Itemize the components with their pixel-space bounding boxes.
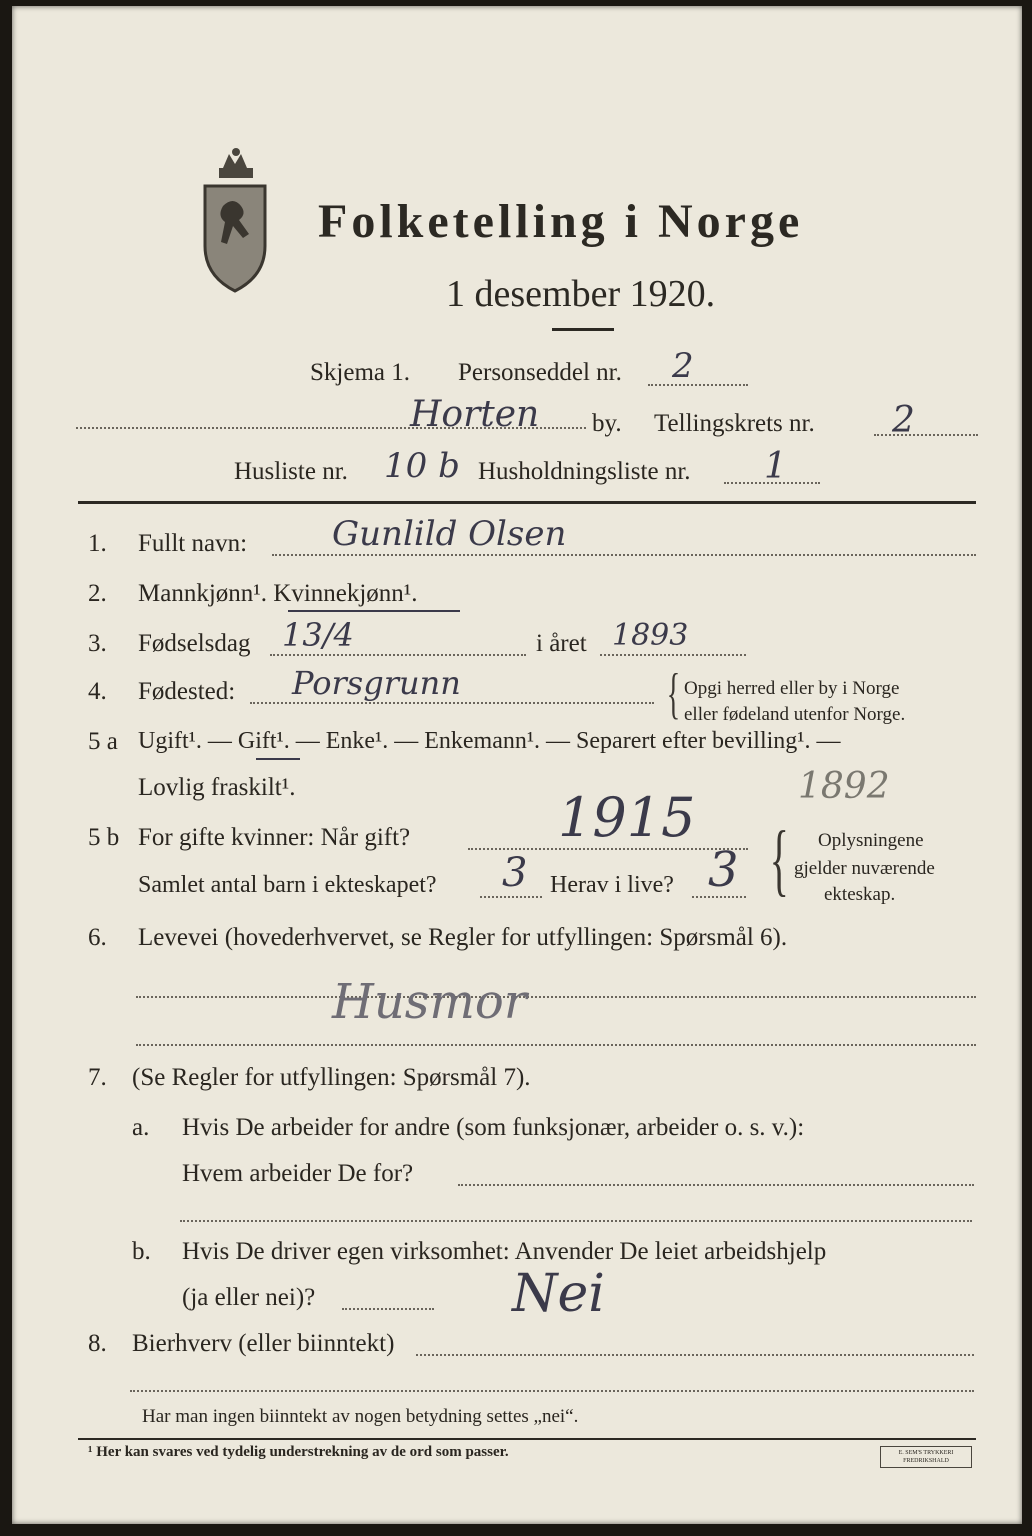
q5a-line2: Lovlig fraskilt¹. xyxy=(138,774,296,801)
tellingskrets-line xyxy=(874,434,978,436)
husliste-value: 10 b xyxy=(384,446,460,486)
q5b-children-line xyxy=(480,896,542,898)
q8-line-extra xyxy=(130,1390,974,1392)
q5b-alive-label: Herav i live? xyxy=(550,872,674,898)
q8-label: Bierhverv (eller biinntekt) xyxy=(132,1330,395,1357)
q4-label: Fødested: xyxy=(138,678,236,705)
q2-underline xyxy=(288,610,460,612)
q3-line xyxy=(270,654,526,656)
q1-number: 1. xyxy=(88,530,107,557)
tellingskrets-value: 2 xyxy=(892,400,915,441)
q3-year-label: i året xyxy=(536,630,587,657)
q5b-note-line3: ekteskap. xyxy=(824,884,896,905)
q5b-note-line1: Oplysningene xyxy=(818,830,924,851)
husholdningsliste-value: 1 xyxy=(764,446,787,487)
census-form xyxy=(12,6,1022,1524)
q5b-extra-value: 1892 xyxy=(798,766,890,807)
q3-label: Fødselsdag xyxy=(138,630,251,657)
q7b-line2: (ja eller nei)? xyxy=(182,1284,316,1311)
by-label: by. xyxy=(592,410,622,437)
q1-label: Fullt navn: xyxy=(138,530,248,557)
q3-value: 13/4 xyxy=(282,616,354,654)
coat-of-arms-icon xyxy=(195,146,275,301)
q6-line2 xyxy=(136,1044,976,1046)
town-value: Horten xyxy=(410,394,540,435)
footnote: ¹ Her kan svares ved tydelig understrekning av de ord som passer. xyxy=(88,1444,509,1460)
personseddel-line xyxy=(648,384,748,386)
q7a-line1: Hvis De arbeider for andre (som funksjonær, arbeider o. s. v.): xyxy=(182,1114,805,1141)
q1-value: Gunlild Olsen xyxy=(332,514,567,554)
q8-number: 8. xyxy=(88,1330,107,1357)
footer-note: Har man ingen biinntekt av nogen betydning settes „nei“. xyxy=(142,1406,579,1427)
q6-line1 xyxy=(136,996,976,998)
tellingskrets-label: Tellingskrets nr. xyxy=(654,410,815,437)
printer-stamp: E. SEM'S TRYKKERI FREDRIKSHALD xyxy=(880,1446,972,1468)
q5b-married-label: For gifte kvinner: Når gift? xyxy=(138,824,411,851)
q6-number: 6. xyxy=(88,924,107,951)
q7a-number: a. xyxy=(132,1114,150,1141)
q5a-number: 5 a xyxy=(88,728,118,755)
q6-label: Levevei (hovederhvervet, se Regler for utfyllingen: Spørsmål 6). xyxy=(138,924,788,951)
q3-number: 3. xyxy=(88,630,107,657)
q5b-note-line2: gjelder nuværende xyxy=(794,858,935,879)
q7a-line xyxy=(458,1184,974,1186)
q5b-married-value: 1915 xyxy=(558,786,696,849)
q4-note-line1: Opgi herred eller by i Norge xyxy=(684,678,900,699)
q2-label: Mannkjønn¹. Kvinnekjønn¹. xyxy=(138,580,418,607)
q4-note-brace: { xyxy=(666,663,681,725)
q5b-alive-value: 3 xyxy=(708,842,739,898)
q7b-line xyxy=(342,1308,434,1310)
title-divider xyxy=(552,328,614,331)
skjema-label: Skjema 1. xyxy=(310,359,410,386)
q3-year-line xyxy=(600,654,746,656)
q5b-number: 5 b xyxy=(88,824,120,851)
q5a-underline xyxy=(256,758,300,760)
q4-line xyxy=(250,702,654,704)
q7b-value: Nei xyxy=(512,1264,605,1324)
personseddel-value: 2 xyxy=(672,346,694,386)
q7-number: 7. xyxy=(88,1064,107,1091)
q7b-line1: Hvis De driver egen virksomhet: Anvender De leiet arbeidshjelp xyxy=(182,1238,827,1265)
q7a-line-extra xyxy=(180,1220,972,1222)
form-date: 1 desember 1920. xyxy=(446,273,716,315)
q3-year-value: 1893 xyxy=(612,618,689,653)
q7b-number: b. xyxy=(132,1238,151,1265)
q5b-children-value: 3 xyxy=(502,850,528,896)
q7a-line2: Hvem arbeider De for? xyxy=(182,1160,414,1187)
q5b-note-brace: { xyxy=(769,816,789,904)
footer-rule xyxy=(78,1438,976,1440)
q7-label: (Se Regler for utfyllingen: Spørsmål 7). xyxy=(132,1064,531,1091)
q4-note-line2: eller fødeland utenfor Norge. xyxy=(684,704,906,725)
q8-line xyxy=(416,1354,974,1356)
q5b-children-label: Samlet antal barn i ekteskapet? xyxy=(138,872,437,898)
q4-number: 4. xyxy=(88,678,107,705)
q2-number: 2. xyxy=(88,580,107,607)
q1-line xyxy=(272,554,976,556)
form-title: Folketelling i Norge xyxy=(318,195,804,248)
q6-value: Husmor xyxy=(332,974,527,1030)
header-rule xyxy=(78,501,976,504)
q5a-line1: Ugift¹. — Gift¹. — Enke¹. — Enkemann¹. — Separert efter bevilling¹. — xyxy=(138,728,841,754)
husliste-label: Husliste nr. xyxy=(234,458,348,485)
q4-value: Porsgrunn xyxy=(292,664,461,702)
husholdningsliste-label: Husholdningsliste nr. xyxy=(478,458,691,485)
personseddel-label: Personseddel nr. xyxy=(458,359,622,386)
